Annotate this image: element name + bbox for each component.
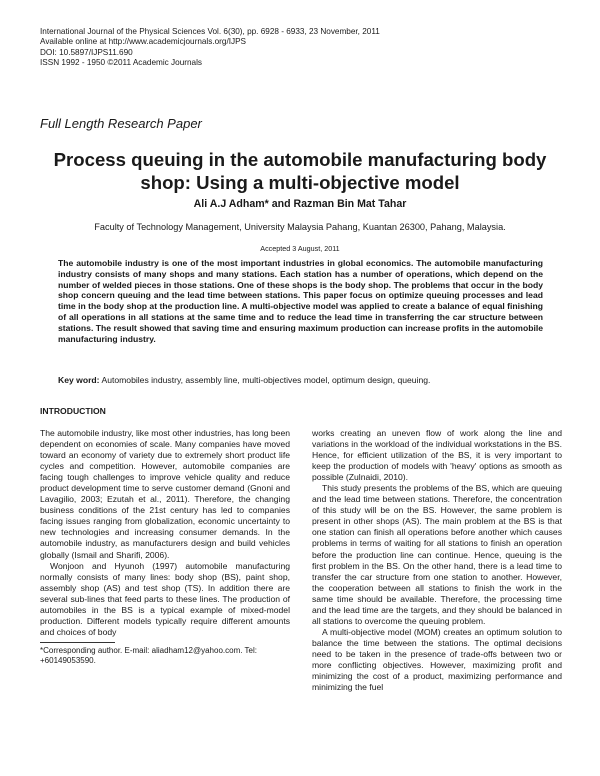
- journal-citation: International Journal of the Physical Sciences Vol. 6(30), pp. 6928 - 6933, 23 November, 2011: [40, 27, 380, 36]
- corresponding-author-footnote: *Corresponding author. E-mail: aliadham12@yahoo.com. Tel: +60149053590.: [40, 646, 257, 666]
- paper-title: Process queuing in the automobile manufacturing body shop: Using a multi-objective model: [53, 149, 547, 193]
- online-availability: Available online at http://www.academicjournals.org/IJPS: [40, 37, 247, 47]
- paragraph: A multi-objective model (MOM) creates an optimum solution to balance the time between the stations. The optimal decisions need to be taken in the presence of trade-offs between two or more conflicting objectives. However, maximizing profit and minimizing the cost of a product, maximizing performance and minimizing the fuel: [312, 626, 562, 693]
- affiliation: Faculty of Technology Management, University Malaysia Pahang, Kuantan 26300, Pahang, Malaysia.: [94, 222, 506, 232]
- journal-header: [40, 27, 380, 69]
- footnote-divider: [40, 642, 115, 643]
- keywords-text: Automobiles industry, assembly line, multi-objectives model, optimum design, queuing.: [101, 375, 431, 385]
- keywords-label: Key word:: [58, 375, 100, 385]
- paragraph: works creating an uneven flow of work along the line and variations in the workload of the individual workstations in the BS. Hence, for efficient utilization of the BS, it is very important to keep the production of models with 'heavy' options as smooth as possible (Zulnaidi, 2010).: [312, 428, 562, 483]
- paragraph: This study presents the problems of the BS, which are queuing and the lead time between stations. Therefore, the concentration of this study will be on the BS. However, the same problem is present in other shops (AS). The main problem at the BS is that one station can finish all operations before another which causes problems in terms of waiting for all stations to finish an operation before the production line can continue. Hence, queuing is the first problem in the BS. On the other hand, there is a lead time to transfer the car structure from one station to another. However, the cooperation between all stations to finish the work in the same time should be available. Therefore, the processing time and the lead time are the targets, and they should be balanced in all stations to overcome the queuing problem.: [312, 483, 562, 626]
- paragraph: The automobile industry, like most other industries, has long been dependent on economies of scale. Many companies have moved toward an economy of variety due to extremely short product life cycles and competition. However, automobile companies are facing tough challenges to improve vehicle quality and reduce product development time to serve customer demand (Gnoni and Lavagilio, 2003; Ezutah et al., 2011). Therefore, the changing business conditions of the 21st century has led to companies facing issues ranging from globalization, economic uncertainty to new technologies and increasing consumer demands. In the automobile industry, as manufacturers design and build vehicles globally (Ismail and Sharifi, 2006).: [40, 428, 290, 560]
- paper-type: Full Length Research Paper: [40, 116, 202, 131]
- right-column: [312, 428, 562, 693]
- issn: ISSN 1992 - 1950 ©2011 Academic Journals: [40, 58, 202, 68]
- section-heading-introduction: INTRODUCTION: [40, 406, 106, 416]
- authors: Ali A.J Adham* and Razman Bin Mat Tahar: [193, 198, 407, 210]
- left-column: [40, 428, 290, 638]
- accepted-date: Accepted 3 August, 2011: [260, 244, 340, 253]
- abstract: The automobile industry is one of the most important industries in global economics. The automobile manufacturing industry consists of many shops and many stations. Each station has a number of operations, which depend on the number of welded pieces in those stations. One of these shops is the body shop. The problems that occur in the body shop concern queuing and the lead time between stations. This paper focus on optimize queuing processes and lead time in the body shop at the production line. A multi-objective model was applied to create a balance of equal finishing of all operations in all stations at the same time and to reduce the lead time in transferring the car structure between stations. The result showed that saving time and ensuring maximum production can increase profits in the automobile manufacturing industry.: [58, 258, 543, 344]
- keywords: [58, 375, 543, 385]
- paragraph: Wonjoon and Hyunoh (1997) automobile manufacturing normally consists of many lines: body shop (BS), paint shop, assembly shop (AS) and test shop (TS). In addition there are several sub-lines that feed parts to these lines. The production of automobiles in the BS is a typical example of mixed-model production. Different models typically require different amounts and choices of body: [40, 560, 290, 637]
- doi: DOI: 10.5897/IJPS11.690: [40, 47, 133, 57]
